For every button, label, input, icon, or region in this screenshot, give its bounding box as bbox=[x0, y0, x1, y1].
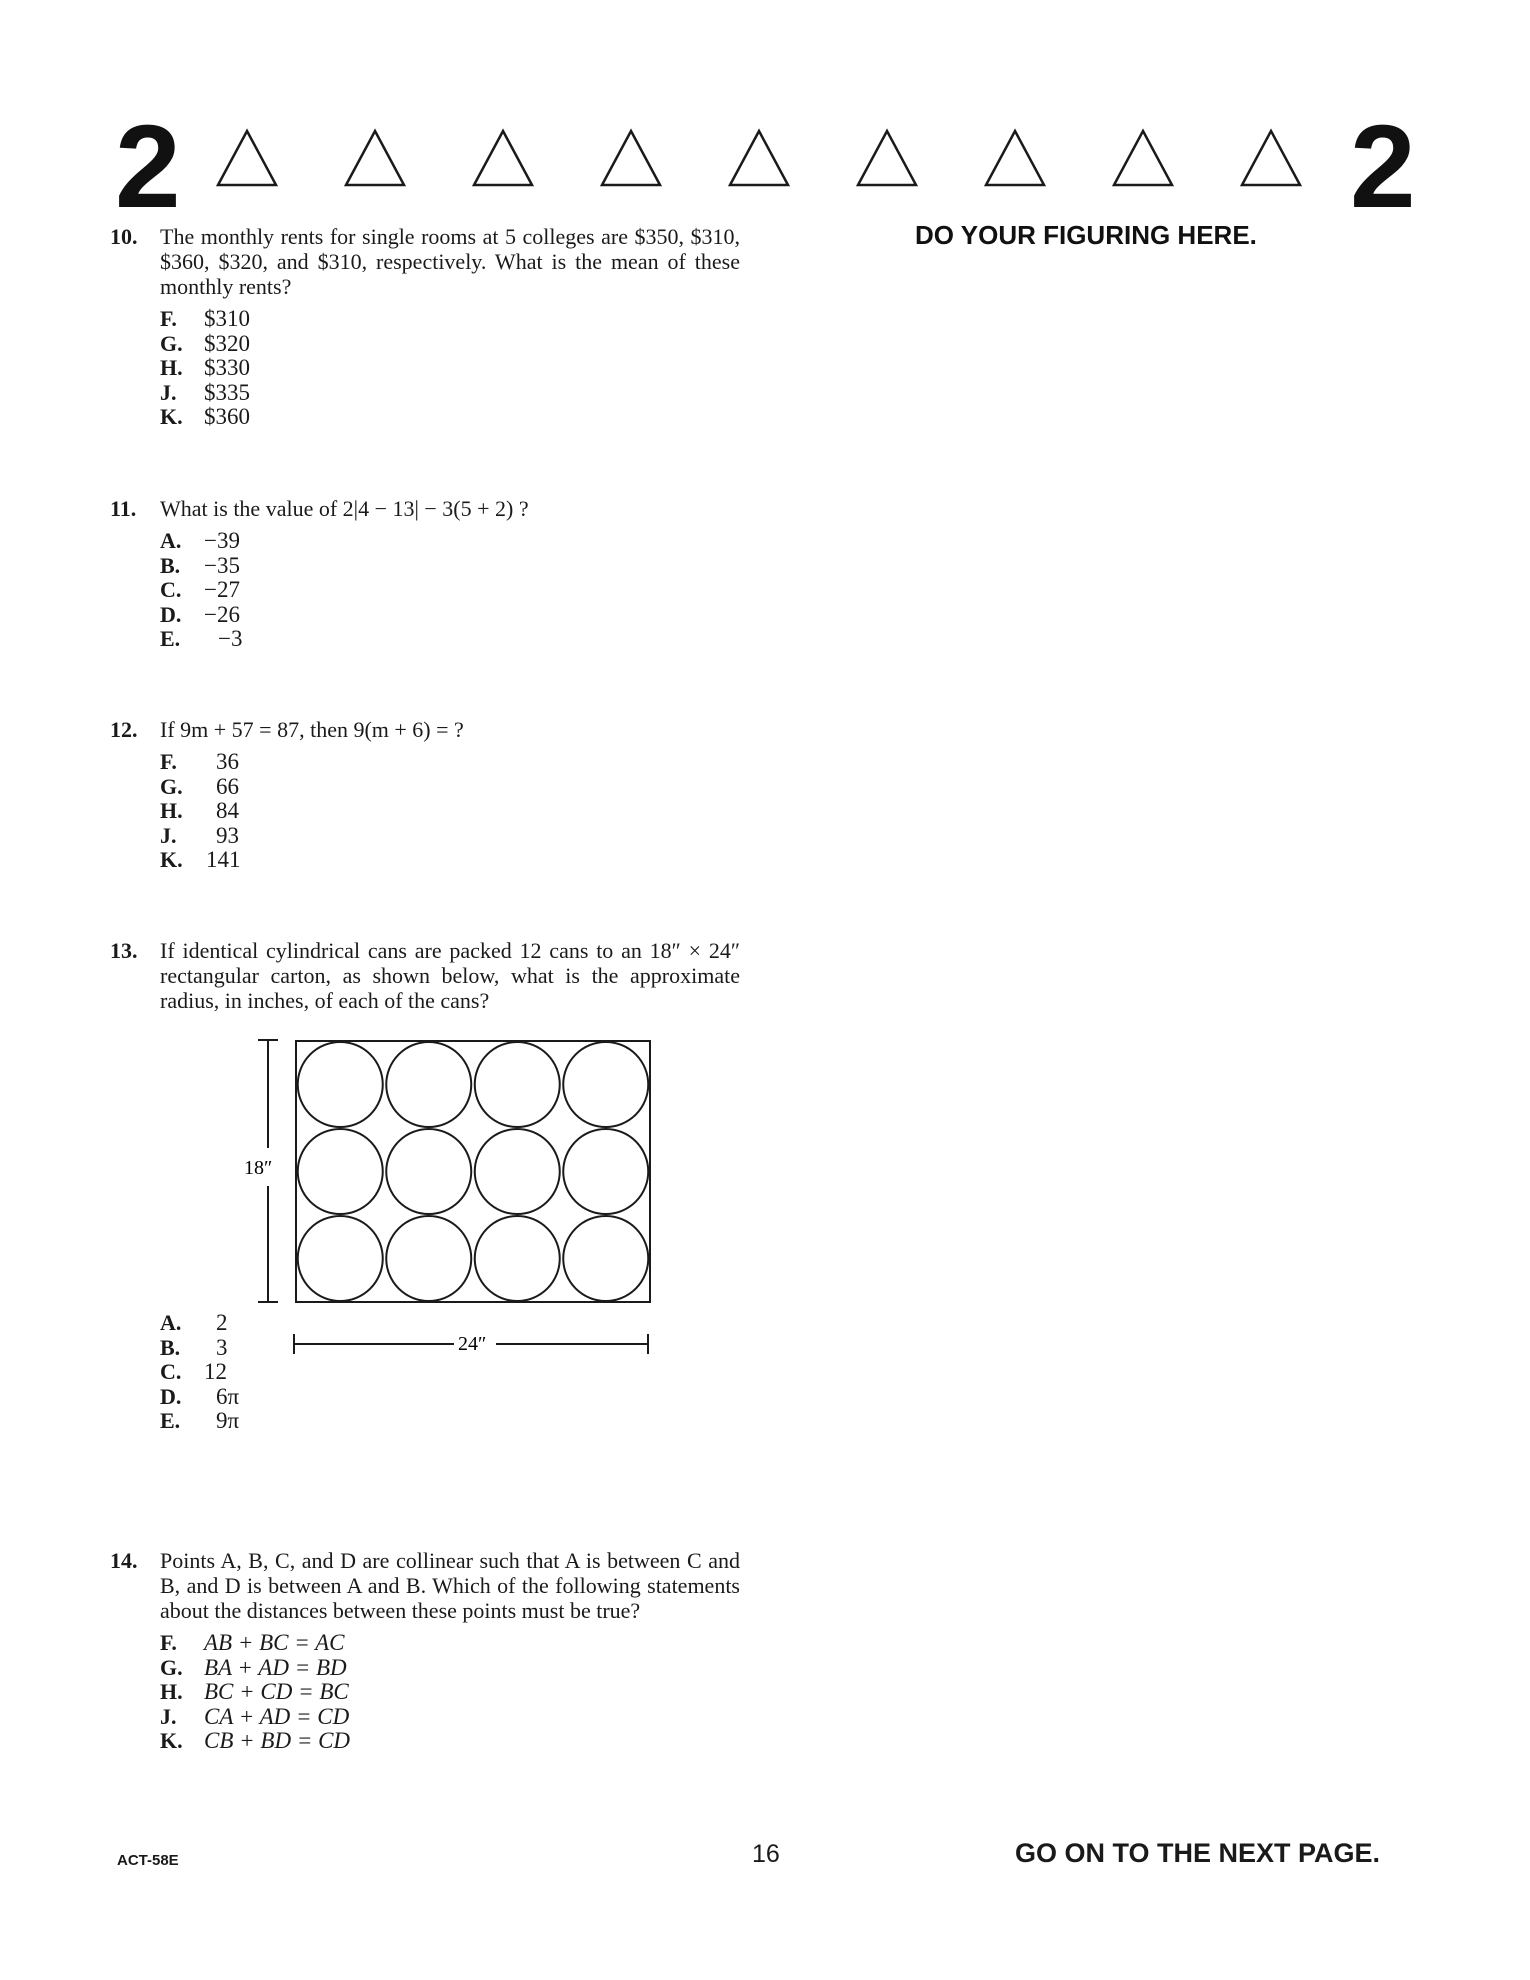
answer-choice-g[interactable] bbox=[160, 332, 740, 357]
answer-choice-d[interactable] bbox=[160, 603, 740, 628]
can-circle bbox=[475, 1216, 560, 1301]
choice-value: $320 bbox=[204, 330, 250, 356]
page-number: 16 bbox=[752, 1840, 780, 1868]
triangle-icon bbox=[599, 128, 663, 188]
choice-value: 36 bbox=[216, 749, 239, 774]
figuring-label: DO YOUR FIGURING HERE. bbox=[915, 220, 1257, 250]
width-label: 24″ bbox=[458, 1333, 487, 1355]
triangle-icon bbox=[1111, 128, 1175, 188]
question-text: If identical cylindrical cans are packed 12 cans to an 18″ × 24″ rectangular carton, as shown below, what is the approximate radius, in inches, of each of the cans? bbox=[160, 938, 740, 1013]
choice-letter: F. bbox=[160, 749, 177, 774]
triangle-icon bbox=[1239, 128, 1303, 188]
answer-choice-e[interactable] bbox=[160, 627, 740, 652]
choice-letter: A. bbox=[160, 528, 182, 553]
answer-choice-f[interactable] bbox=[160, 750, 740, 775]
choice-letter: G. bbox=[160, 1654, 183, 1680]
choice-letter: F. bbox=[160, 306, 177, 331]
question-11 bbox=[110, 496, 740, 652]
answer-choice-f[interactable] bbox=[160, 307, 740, 332]
question-text: The monthly rents for single rooms at 5 colleges are $350, $310, $360, $320, and $310, respectively. What is the mean of these monthly rents? bbox=[160, 224, 740, 299]
choice-letter: K. bbox=[160, 1728, 183, 1753]
form-code: ACT-58E bbox=[117, 1852, 179, 1869]
can-circle bbox=[475, 1042, 560, 1127]
triangle-icon bbox=[471, 128, 535, 188]
choice-value: 9π bbox=[216, 1408, 240, 1433]
choice-value: 6π bbox=[216, 1383, 240, 1409]
triangle-icon bbox=[215, 128, 279, 188]
choice-value: 141 bbox=[206, 847, 241, 872]
choice-letter: G. bbox=[160, 330, 183, 356]
section-number-right: 2 bbox=[1350, 101, 1416, 233]
choice-letter: B. bbox=[160, 1334, 181, 1360]
choice-letter: G. bbox=[160, 773, 183, 799]
triangle-icon bbox=[855, 128, 919, 188]
question-number: 12. bbox=[110, 717, 138, 742]
choice-letter: K. bbox=[160, 404, 183, 429]
answer-choice-k[interactable] bbox=[160, 1729, 740, 1754]
choice-letter: E. bbox=[160, 1408, 181, 1433]
choice-value: −27 bbox=[204, 577, 240, 602]
choice-value: 12 bbox=[204, 1359, 227, 1384]
question-number: 14. bbox=[110, 1548, 138, 1573]
answer-choice-g[interactable] bbox=[160, 1656, 740, 1681]
choice-value: AB + BC = AC bbox=[204, 1630, 345, 1655]
choice-value: 84 bbox=[216, 798, 239, 823]
cans-group bbox=[298, 1042, 649, 1301]
answer-choices bbox=[160, 307, 740, 430]
can-circle bbox=[563, 1216, 648, 1301]
choice-letter: J. bbox=[160, 822, 177, 848]
answer-choice-f[interactable] bbox=[160, 1631, 740, 1656]
can-circle bbox=[563, 1042, 648, 1127]
question-text: Points A, B, C, and D are collinear such that A is between C and B, and D is between A and B. Which of the following statements about the distances between these points must be true? bbox=[160, 1548, 740, 1623]
triangle-icon bbox=[727, 128, 791, 188]
answer-choice-j[interactable] bbox=[160, 1705, 740, 1730]
choice-letter: H. bbox=[160, 798, 183, 823]
choice-letter: J. bbox=[160, 1703, 177, 1729]
answer-choices bbox=[160, 529, 740, 652]
answer-choice-k[interactable] bbox=[160, 848, 740, 873]
answer-choice-d[interactable] bbox=[160, 1385, 740, 1410]
answer-choice-e[interactable] bbox=[160, 1409, 740, 1434]
can-circle bbox=[386, 1129, 471, 1214]
can-circle bbox=[298, 1042, 383, 1127]
answer-choice-h[interactable] bbox=[160, 1680, 740, 1705]
answer-choice-g[interactable] bbox=[160, 775, 740, 800]
answer-choice-a[interactable] bbox=[160, 529, 740, 554]
can-circle bbox=[298, 1129, 383, 1214]
answer-choice-h[interactable] bbox=[160, 356, 740, 381]
choice-value: −26 bbox=[204, 601, 240, 627]
section-number-left: 2 bbox=[115, 101, 181, 233]
can-circle bbox=[563, 1129, 648, 1214]
choice-letter: J. bbox=[160, 379, 177, 405]
choice-value: 3 bbox=[216, 1334, 228, 1360]
answer-choices bbox=[160, 1631, 740, 1754]
choice-letter: D. bbox=[160, 1383, 182, 1409]
choice-value: $335 bbox=[204, 379, 250, 405]
question-number: 10. bbox=[110, 224, 138, 249]
answer-choice-h[interactable] bbox=[160, 799, 740, 824]
choice-letter: K. bbox=[160, 847, 183, 872]
can-circle bbox=[386, 1216, 471, 1301]
answer-choice-j[interactable] bbox=[160, 824, 740, 849]
choice-letter: E. bbox=[160, 626, 181, 651]
can-circle bbox=[475, 1129, 560, 1214]
choice-letter: H. bbox=[160, 355, 183, 380]
question-number: 13. bbox=[110, 938, 138, 963]
choice-letter: D. bbox=[160, 601, 182, 627]
carton-outline bbox=[296, 1041, 650, 1302]
height-label: 18″ bbox=[244, 1157, 273, 1179]
choice-letter: B. bbox=[160, 552, 181, 578]
choice-value: 93 bbox=[216, 822, 239, 848]
can-circle bbox=[386, 1042, 471, 1127]
question-number: 11. bbox=[110, 496, 137, 521]
choice-value: 2 bbox=[216, 1310, 228, 1335]
choice-letter: C. bbox=[160, 577, 182, 602]
question-12 bbox=[110, 717, 740, 873]
choice-letter: H. bbox=[160, 1679, 183, 1704]
question-14 bbox=[110, 1548, 740, 1754]
can-circle bbox=[298, 1216, 383, 1301]
choice-value: CA + AD = CD bbox=[204, 1703, 350, 1729]
triangle-icon bbox=[983, 128, 1047, 188]
question-text: If 9m + 57 = 87, then 9(m + 6) = ? bbox=[160, 717, 464, 742]
choice-letter: A. bbox=[160, 1310, 182, 1335]
triangle-icon bbox=[343, 128, 407, 188]
choice-letter: F. bbox=[160, 1630, 177, 1655]
choice-letter: C. bbox=[160, 1359, 182, 1384]
next-page-instruction: GO ON TO THE NEXT PAGE. bbox=[1015, 1838, 1381, 1868]
choice-value: −3 bbox=[218, 626, 243, 651]
choice-value: $360 bbox=[204, 404, 250, 429]
choice-value: $330 bbox=[204, 355, 250, 380]
choice-value: $310 bbox=[204, 306, 250, 331]
answer-choices bbox=[160, 750, 740, 873]
question-text: What is the value of 2|4 − 13| − 3(5 + 2) ? bbox=[160, 496, 529, 521]
choice-value: CB + BD = CD bbox=[204, 1728, 351, 1753]
choice-value: BC + CD = BC bbox=[204, 1679, 349, 1704]
answer-choice-c[interactable] bbox=[160, 578, 740, 603]
carton-diagram bbox=[240, 1038, 680, 1358]
choice-value: −35 bbox=[204, 552, 240, 578]
choice-value: BA + AD = BD bbox=[204, 1654, 347, 1680]
answer-choice-b[interactable] bbox=[160, 554, 740, 579]
question-10 bbox=[110, 224, 740, 430]
choice-value: 66 bbox=[216, 773, 239, 799]
answer-choice-k[interactable] bbox=[160, 405, 740, 430]
answer-choice-j[interactable] bbox=[160, 381, 740, 406]
answer-choice-c[interactable] bbox=[160, 1360, 740, 1385]
choice-value: −39 bbox=[204, 528, 240, 553]
